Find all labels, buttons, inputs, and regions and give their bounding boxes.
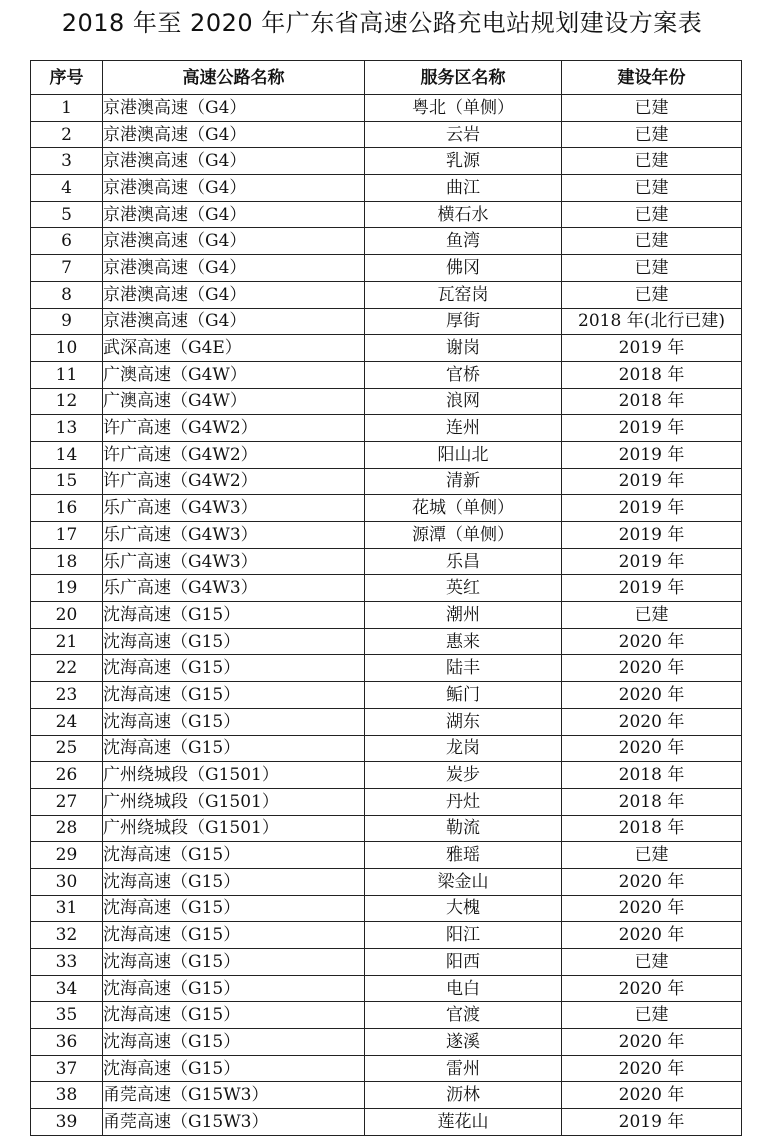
construction-year-cell: 2020 年 (562, 975, 742, 1002)
highway-name-cell: 甬莞高速（G15W3） (103, 1082, 365, 1109)
serial-number-cell: 3 (31, 148, 103, 175)
serial-number-cell: 9 (31, 308, 103, 335)
serial-number-cell: 21 (31, 628, 103, 655)
highway-name-cell: 京港澳高速（G4） (103, 308, 365, 335)
table-row (31, 1029, 742, 1056)
construction-year-cell: 2019 年 (562, 495, 742, 522)
highway-name-cell: 京港澳高速（G4） (103, 175, 365, 202)
table-row (31, 201, 742, 228)
service-area-cell: 勒流 (365, 815, 562, 842)
construction-year-cell: 2018 年 (562, 815, 742, 842)
construction-year-cell: 已建 (562, 602, 742, 629)
service-area-cell: 鲘门 (365, 682, 562, 709)
table-row (31, 655, 742, 682)
highway-name-cell: 沈海高速（G15） (103, 708, 365, 735)
construction-year-cell: 2020 年 (562, 628, 742, 655)
construction-year-cell: 已建 (562, 148, 742, 175)
service-area-cell: 雅瑶 (365, 842, 562, 869)
service-area-cell: 乳源 (365, 148, 562, 175)
table-row (31, 602, 742, 629)
highway-name-cell: 沈海高速（G15） (103, 975, 365, 1002)
service-area-cell: 鱼湾 (365, 228, 562, 255)
construction-year-cell: 已建 (562, 95, 742, 122)
highway-name-cell: 许广高速（G4W2） (103, 415, 365, 442)
serial-number-cell: 10 (31, 335, 103, 362)
construction-year-cell: 2020 年 (562, 708, 742, 735)
table-row (31, 815, 742, 842)
service-area-cell: 曲江 (365, 175, 562, 202)
construction-year-cell: 已建 (562, 121, 742, 148)
construction-year-cell: 2019 年 (562, 548, 742, 575)
table-row (31, 121, 742, 148)
serial-number-cell: 2 (31, 121, 103, 148)
table-row (31, 682, 742, 709)
service-area-cell: 潮州 (365, 602, 562, 629)
highway-name-cell: 京港澳高速（G4） (103, 148, 365, 175)
serial-number-cell: 13 (31, 415, 103, 442)
construction-year-cell: 2019 年 (562, 415, 742, 442)
serial-number-cell: 34 (31, 975, 103, 1002)
service-area-cell: 湖东 (365, 708, 562, 735)
highway-name-cell: 京港澳高速（G4） (103, 201, 365, 228)
serial-number-cell: 16 (31, 495, 103, 522)
service-area-cell: 阳山北 (365, 441, 562, 468)
table-row (31, 415, 742, 442)
service-area-cell: 谢岗 (365, 335, 562, 362)
service-area-cell: 莲花山 (365, 1109, 562, 1136)
service-area-cell: 英红 (365, 575, 562, 602)
table-row (31, 281, 742, 308)
charging-station-plan-table (30, 60, 742, 1136)
construction-year-cell: 已建 (562, 175, 742, 202)
table-row (31, 735, 742, 762)
service-area-cell: 电白 (365, 975, 562, 1002)
service-area-cell: 雷州 (365, 1055, 562, 1082)
construction-year-cell: 已建 (562, 255, 742, 282)
construction-year-cell: 2019 年 (562, 468, 742, 495)
table-row (31, 522, 742, 549)
table-row (31, 708, 742, 735)
table-row (31, 255, 742, 282)
table-row (31, 842, 742, 869)
construction-year-cell: 2018 年 (562, 361, 742, 388)
serial-number-cell: 38 (31, 1082, 103, 1109)
construction-year-cell: 已建 (562, 949, 742, 976)
service-area-cell: 官桥 (365, 361, 562, 388)
serial-number-cell: 30 (31, 868, 103, 895)
table-row (31, 1055, 742, 1082)
serial-number-cell: 25 (31, 735, 103, 762)
table-row (31, 788, 742, 815)
table-row (31, 975, 742, 1002)
serial-number-cell: 17 (31, 522, 103, 549)
highway-name-cell: 许广高速（G4W2） (103, 468, 365, 495)
table-row (31, 308, 742, 335)
table-row (31, 495, 742, 522)
service-area-cell: 连州 (365, 415, 562, 442)
service-area-cell: 惠来 (365, 628, 562, 655)
service-area-cell: 瓦窑岗 (365, 281, 562, 308)
service-area-cell: 清新 (365, 468, 562, 495)
service-area-cell: 花城（单侧） (365, 495, 562, 522)
service-area-cell: 阳江 (365, 922, 562, 949)
serial-number-cell: 5 (31, 201, 103, 228)
highway-name-cell: 沈海高速（G15） (103, 1029, 365, 1056)
service-area-cell: 源潭（单侧） (365, 522, 562, 549)
highway-name-cell: 乐广高速（G4W3） (103, 522, 365, 549)
table-row (31, 441, 742, 468)
highway-name-cell: 沈海高速（G15） (103, 895, 365, 922)
serial-number-cell: 1 (31, 95, 103, 122)
highway-name-cell: 沈海高速（G15） (103, 842, 365, 869)
serial-number-cell: 35 (31, 1002, 103, 1029)
service-area-cell: 厚街 (365, 308, 562, 335)
header-row (31, 61, 742, 95)
service-area-cell: 官渡 (365, 1002, 562, 1029)
construction-year-cell: 2020 年 (562, 1029, 742, 1056)
table-row (31, 175, 742, 202)
construction-year-cell: 已建 (562, 281, 742, 308)
table-row (31, 148, 742, 175)
construction-year-cell: 2020 年 (562, 682, 742, 709)
service-area-cell: 浪网 (365, 388, 562, 415)
service-area-cell: 云岩 (365, 121, 562, 148)
highway-name-cell: 沈海高速（G15） (103, 628, 365, 655)
table-row (31, 468, 742, 495)
construction-year-cell: 2020 年 (562, 868, 742, 895)
serial-number-cell: 11 (31, 361, 103, 388)
table-row (31, 949, 742, 976)
construction-year-cell: 已建 (562, 228, 742, 255)
highway-name-cell: 沈海高速（G15） (103, 922, 365, 949)
construction-year-cell: 2020 年 (562, 735, 742, 762)
service-area-cell: 沥林 (365, 1082, 562, 1109)
highway-name-cell: 京港澳高速（G4） (103, 281, 365, 308)
serial-number-cell: 29 (31, 842, 103, 869)
highway-name-cell: 沈海高速（G15） (103, 602, 365, 629)
construction-year-cell: 2018 年 (562, 762, 742, 789)
table-header (31, 61, 742, 95)
construction-year-cell: 2019 年 (562, 441, 742, 468)
highway-name-cell: 沈海高速（G15） (103, 735, 365, 762)
table-row (31, 1002, 742, 1029)
construction-year-cell: 2020 年 (562, 1055, 742, 1082)
highway-name-cell: 京港澳高速（G4） (103, 228, 365, 255)
service-area-cell: 粤北（单侧） (365, 95, 562, 122)
table-row (31, 388, 742, 415)
table-row (31, 575, 742, 602)
construction-year-cell: 2019 年 (562, 335, 742, 362)
highway-name-cell: 沈海高速（G15） (103, 949, 365, 976)
table-row (31, 868, 742, 895)
table-row (31, 361, 742, 388)
table-row (31, 628, 742, 655)
serial-number-cell: 24 (31, 708, 103, 735)
column-header-highway-name: 高速公路名称 (103, 61, 365, 95)
highway-name-cell: 乐广高速（G4W3） (103, 575, 365, 602)
serial-number-cell: 28 (31, 815, 103, 842)
serial-number-cell: 8 (31, 281, 103, 308)
serial-number-cell: 36 (31, 1029, 103, 1056)
serial-number-cell: 27 (31, 788, 103, 815)
serial-number-cell: 18 (31, 548, 103, 575)
table-row (31, 548, 742, 575)
highway-name-cell: 武深高速（G4E） (103, 335, 365, 362)
highway-name-cell: 乐广高速（G4W3） (103, 548, 365, 575)
highway-name-cell: 广澳高速（G4W） (103, 361, 365, 388)
column-header-serial-number: 序号 (31, 61, 103, 95)
highway-name-cell: 沈海高速（G15） (103, 682, 365, 709)
serial-number-cell: 37 (31, 1055, 103, 1082)
table-row (31, 228, 742, 255)
highway-name-cell: 广州绕城段（G1501） (103, 788, 365, 815)
construction-year-cell: 已建 (562, 842, 742, 869)
construction-year-cell: 2018 年(北行已建) (562, 308, 742, 335)
construction-year-cell: 2019 年 (562, 522, 742, 549)
service-area-cell: 丹灶 (365, 788, 562, 815)
table-row (31, 895, 742, 922)
serial-number-cell: 4 (31, 175, 103, 202)
construction-year-cell: 2020 年 (562, 1082, 742, 1109)
service-area-cell: 梁金山 (365, 868, 562, 895)
highway-name-cell: 甬莞高速（G15W3） (103, 1109, 365, 1136)
table-body (31, 95, 742, 1136)
highway-name-cell: 京港澳高速（G4） (103, 255, 365, 282)
construction-year-cell: 2019 年 (562, 575, 742, 602)
service-area-cell: 陆丰 (365, 655, 562, 682)
construction-year-cell: 2020 年 (562, 655, 742, 682)
serial-number-cell: 12 (31, 388, 103, 415)
construction-year-cell: 已建 (562, 1002, 742, 1029)
highway-name-cell: 沈海高速（G15） (103, 655, 365, 682)
serial-number-cell: 22 (31, 655, 103, 682)
table-row (31, 1082, 742, 1109)
page-title: 2018 年至 2020 年广东省高速公路充电站规划建设方案表 (61, 9, 703, 37)
serial-number-cell: 14 (31, 441, 103, 468)
serial-number-cell: 33 (31, 949, 103, 976)
serial-number-cell: 39 (31, 1109, 103, 1136)
serial-number-cell: 20 (31, 602, 103, 629)
table-row (31, 762, 742, 789)
construction-year-cell: 2018 年 (562, 388, 742, 415)
highway-name-cell: 沈海高速（G15） (103, 1002, 365, 1029)
serial-number-cell: 19 (31, 575, 103, 602)
service-area-cell: 龙岗 (365, 735, 562, 762)
service-area-cell: 阳西 (365, 949, 562, 976)
construction-year-cell: 已建 (562, 201, 742, 228)
construction-year-cell: 2020 年 (562, 922, 742, 949)
serial-number-cell: 6 (31, 228, 103, 255)
column-header-construction-year: 建设年份 (562, 61, 742, 95)
table-row (31, 95, 742, 122)
highway-name-cell: 许广高速（G4W2） (103, 441, 365, 468)
highway-name-cell: 乐广高速（G4W3） (103, 495, 365, 522)
service-area-cell: 横石水 (365, 201, 562, 228)
table-row (31, 335, 742, 362)
serial-number-cell: 26 (31, 762, 103, 789)
highway-name-cell: 广州绕城段（G1501） (103, 762, 365, 789)
serial-number-cell: 32 (31, 922, 103, 949)
service-area-cell: 佛冈 (365, 255, 562, 282)
construction-year-cell: 2019 年 (562, 1109, 742, 1136)
highway-name-cell: 京港澳高速（G4） (103, 121, 365, 148)
column-header-service-area-name: 服务区名称 (365, 61, 562, 95)
table-row (31, 922, 742, 949)
highway-name-cell: 京港澳高速（G4） (103, 95, 365, 122)
highway-name-cell: 广澳高速（G4W） (103, 388, 365, 415)
serial-number-cell: 23 (31, 682, 103, 709)
service-area-cell: 遂溪 (365, 1029, 562, 1056)
highway-name-cell: 广州绕城段（G1501） (103, 815, 365, 842)
construction-year-cell: 2020 年 (562, 895, 742, 922)
service-area-cell: 大槐 (365, 895, 562, 922)
table-row (31, 1109, 742, 1136)
serial-number-cell: 7 (31, 255, 103, 282)
highway-name-cell: 沈海高速（G15） (103, 868, 365, 895)
serial-number-cell: 15 (31, 468, 103, 495)
highway-name-cell: 沈海高速（G15） (103, 1055, 365, 1082)
service-area-cell: 炭步 (365, 762, 562, 789)
construction-year-cell: 2018 年 (562, 788, 742, 815)
service-area-cell: 乐昌 (365, 548, 562, 575)
serial-number-cell: 31 (31, 895, 103, 922)
